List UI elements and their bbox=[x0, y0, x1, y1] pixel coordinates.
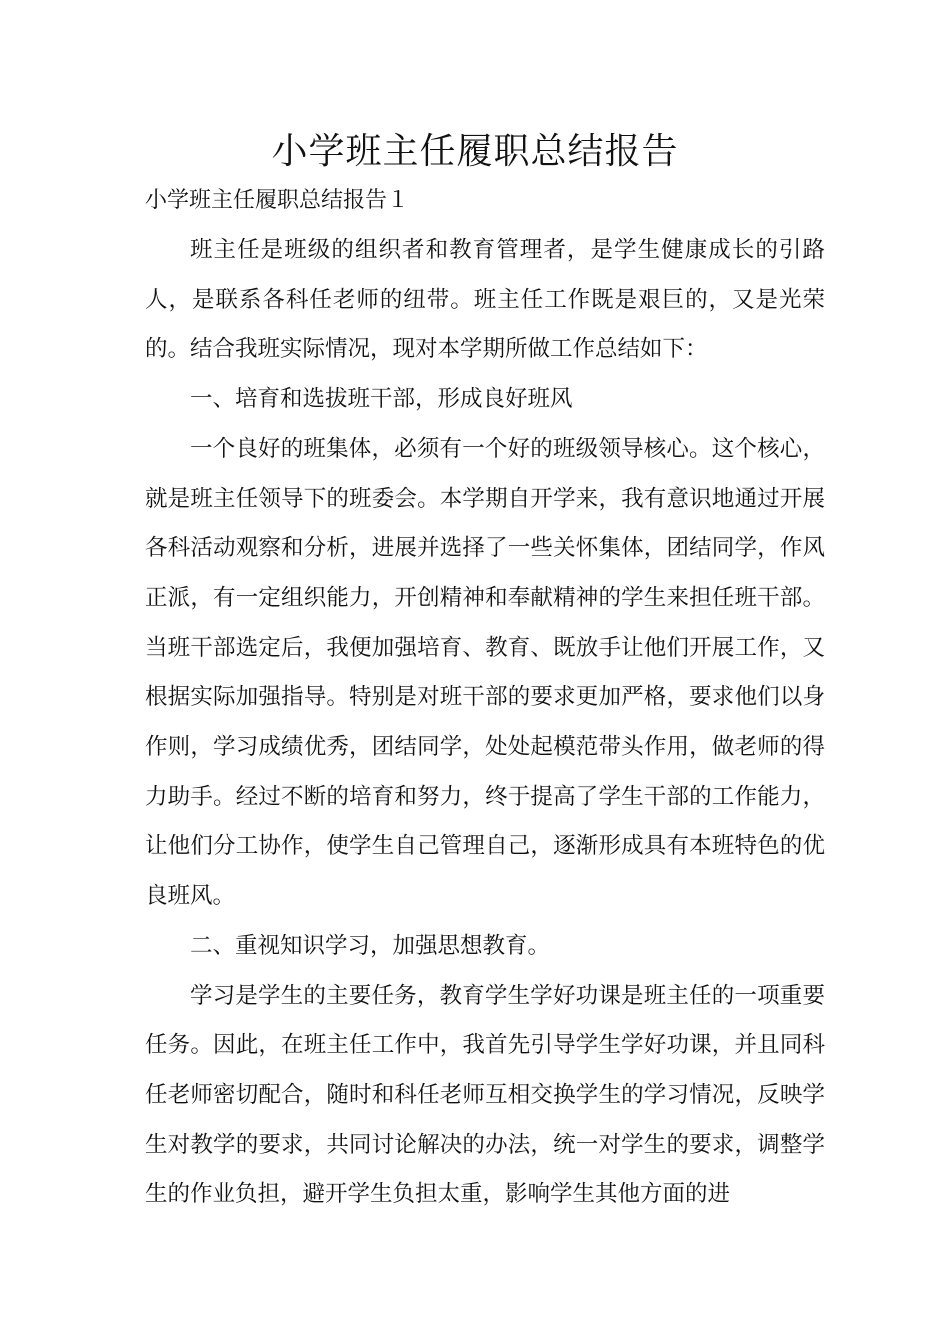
paragraph-study: 学习是学生的主要任务，教育学生学好功课是班主任的一项重要任务。因此，在班主任工作中，我首先引导学生学好功课，并且同科任老师密切配合，随时和科任老师互相交换学生的学习情况，反映学生对教学的要求，共同讨论解决的办法，统一对学生的要求，调整学生的作业负担，避开学生负担太重，影响学生其他方面的进 bbox=[145, 982, 825, 1208]
document-body bbox=[145, 226, 825, 1220]
paragraph-class-cadres: 一个良好的班集体，必须有一个好的班级领导核心。这个核心，就是班主任领导下的班委会。本学期自开学来，我有意识地通过开展各科活动观察和分析，进展并选择了一些关怀集体，团结同学，作风正派，有一定组织能力，开创精神和奉献精神的学生来担任班干部。当班干部选定后，我便加强培育、教育、既放手让他们开展工作，又根据实际加强指导。特别是对班干部的要求更加严格，要求他们以身作则，学习成绩优秀，团结同学，处处起模范带头作用，做老师的得力助手。经过不断的培育和努力，终于提高了学生干部的工作能力，让他们分工协作，使学生自己管理自己，逐渐形成具有本班特色的优良班风。 bbox=[145, 435, 825, 910]
section-heading-1: 一、培育和选拔班干部，形成良好班风 bbox=[190, 386, 573, 413]
section-heading-2: 二、重视知识学习，加强思想教育。 bbox=[190, 932, 551, 959]
document-title: 小学班主任履职总结报告 bbox=[271, 131, 679, 172]
document-subtitle: 小学班主任履职总结报告１ bbox=[145, 188, 410, 213]
paragraph-intro: 班主任是班级的组织者和教育管理者，是学生健康成长的引路人，是联系各科任老师的纽带。班主任工作既是艰巨的，又是光荣的。结合我班实际情况，现对本学期所做工作总结如下： bbox=[145, 237, 825, 363]
